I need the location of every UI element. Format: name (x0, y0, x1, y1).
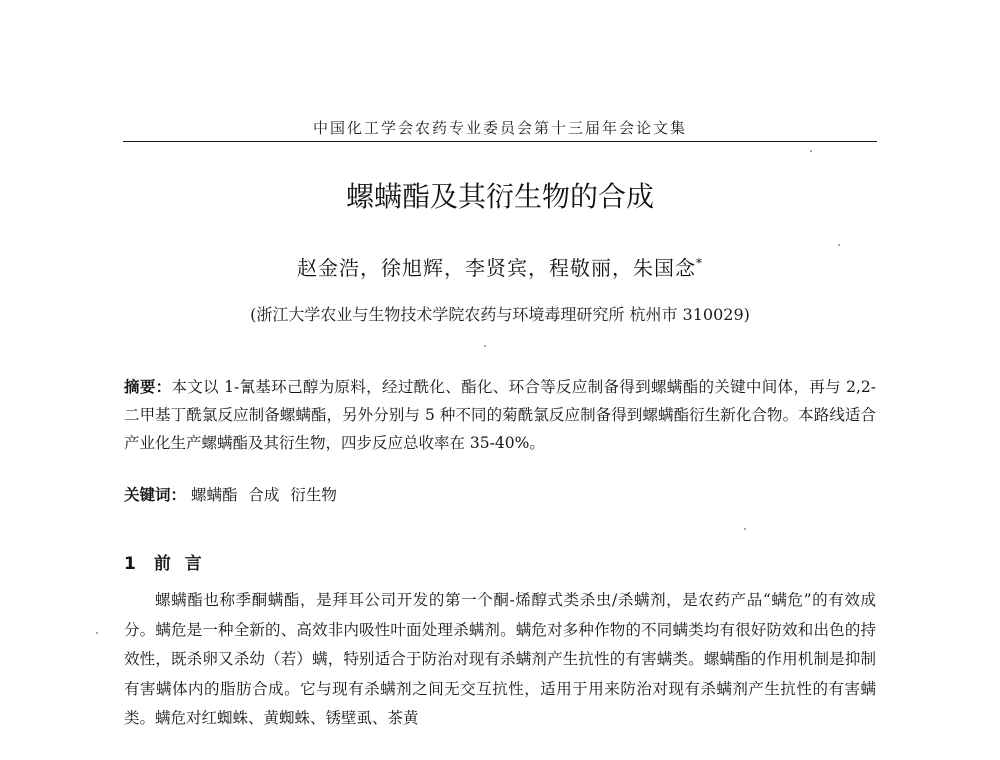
section-heading (124, 549, 206, 574)
scan-speck (96, 632, 98, 634)
author-name: 朱国念 (633, 256, 696, 280)
body-paragraph: 螺螨酯也称季酮螨酯，是拜耳公司开发的第一个酮-烯醇式类杀虫/杀螨剂，是农药产品“螨危”的有效成分。螨危是一种全新的、高效非内吸性叶面处理杀螨剂。螨危对多种作物的不同螨类均有很好防效和出色的持效性，既杀卵又杀幼（若）螨，特别适合于防治对现有杀螨剂产生抗性的有害螨类。螺螨酯的作用机制是抑制有害螨体内的脂肪合成。它与现有杀螨剂之间无交互抗性，适用于用来防治对现有杀螨剂产生抗性的有害螨类。螨危对红蜘蛛、黄蜘蛛、锈壁虱、茶黄 (124, 591, 876, 727)
author-separator: ， (612, 256, 633, 280)
keyword: 衍生物 (290, 486, 337, 504)
abstract (124, 373, 876, 457)
author-name: 李贤宾 (465, 256, 528, 280)
keywords-label: 关键词： (124, 485, 187, 504)
scan-speck (484, 345, 486, 347)
author-separator: ， (360, 256, 381, 280)
scan-speck (810, 150, 812, 152)
corresponding-author-mark: * (696, 256, 703, 270)
section-title: 前 言 (153, 554, 206, 574)
running-head: 中国化工学会农药专业委员会第十三届年会论文集 (312, 119, 687, 137)
paper-title: 螺螨酯及其衍生物的合成 (345, 180, 654, 213)
scan-speck (838, 244, 840, 246)
section-number: 1 (124, 554, 140, 574)
author-name: 赵金浩 (297, 256, 360, 280)
scan-speck (744, 528, 746, 530)
abstract-label: 摘要： (124, 377, 172, 396)
keyword: 合成 (248, 486, 280, 504)
author-separator: ， (528, 256, 549, 280)
author-line (0, 252, 1000, 281)
author-name: 程敬丽 (549, 256, 612, 280)
author-separator: ， (444, 256, 465, 280)
author-name: 徐旭辉 (381, 256, 444, 280)
header-rule (123, 141, 877, 142)
keyword: 螺螨酯 (190, 486, 238, 504)
keywords (124, 481, 876, 509)
affiliation: (浙江大学农业与生物技术学院农药与环境毒理研究所 杭州市 310029) (250, 305, 750, 324)
abstract-text: 本文以 1-氰基环己醇为原料，经过酰化、酯化、环合等反应制备得到螺螨酯的关键中间体，再与 2,2-二甲基丁酰氯反应制备螺螨酯，另外分别与 5 种不同的菊酰氯反应制备得到螺螨酯衍生新化合物。本路线适合产业化生产螺螨酯及其衍生物，四步反应总收率在 35-40%。 (124, 378, 876, 452)
